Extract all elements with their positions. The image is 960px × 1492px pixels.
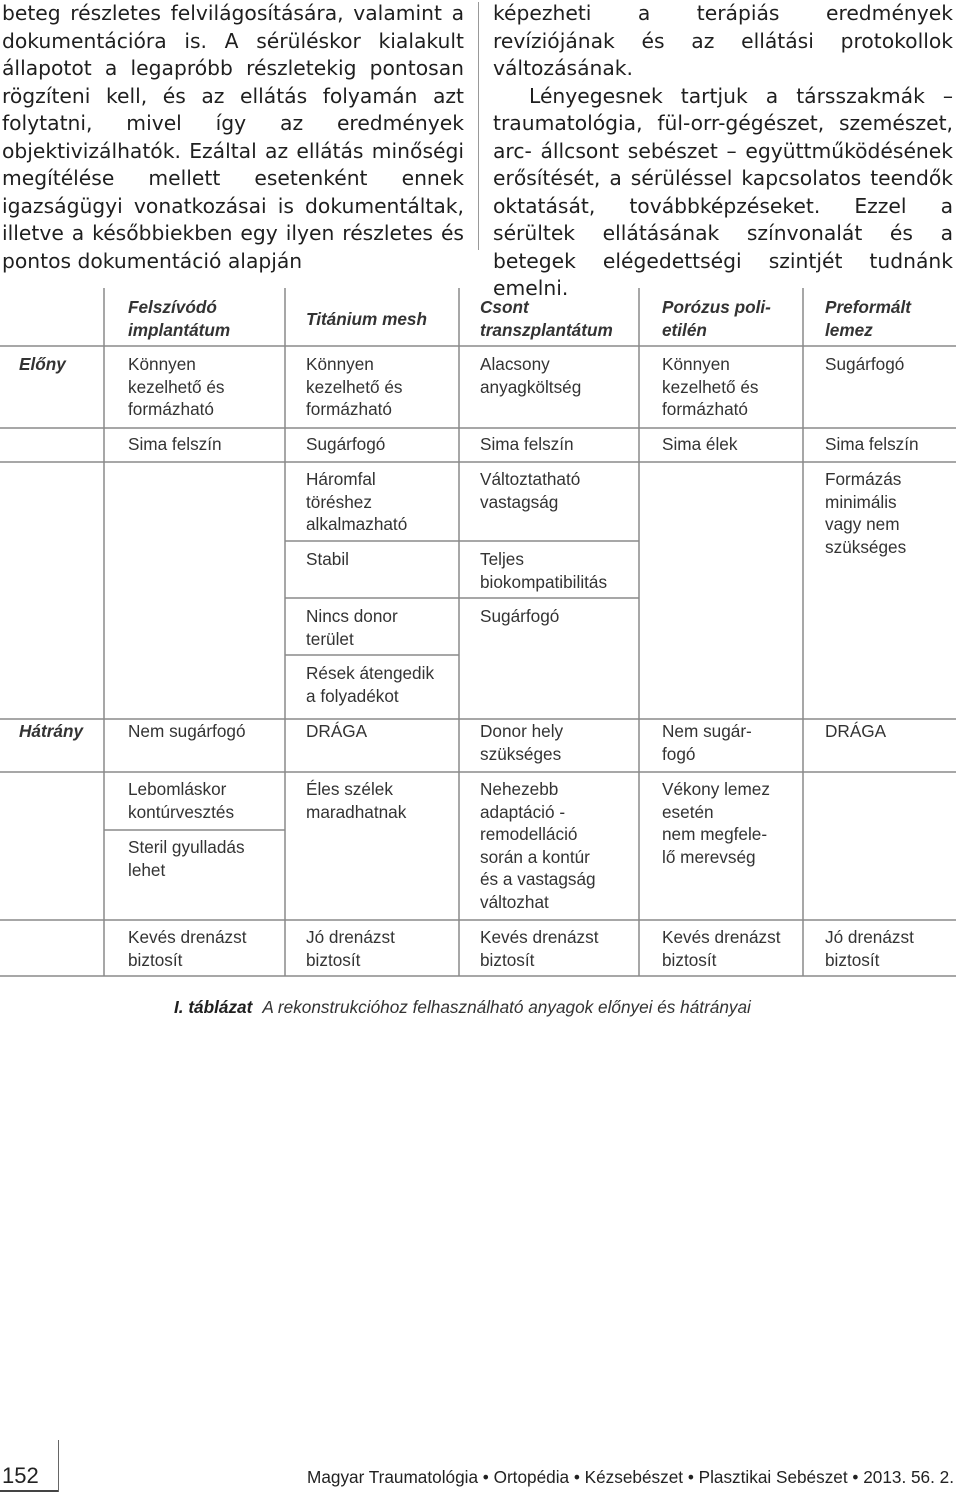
header-titanium-mesh: Titánium mesh [306,309,427,329]
table-cell: Sima felszín [825,434,919,454]
caption-text: A rekonstrukcióhoz felhasználható anyagok előnyei és hátrányai [262,997,751,1017]
page-number: 152 [2,1463,39,1488]
header-porous-polyethylene: Porózus poli- etilén [662,297,771,340]
column-divider [478,2,479,250]
row-label-advantage: Előny [19,354,66,374]
left-paragraph: beteg részletes felvilágosítására, valamint a dokumentációra is. A sérüléskor kialakult állapotot a legapróbb részletekig pontosan rögzíteni kell, és az ellátás folyamán azt folytatni, mivel így az eredmények objektivizálhatók. Ezáltal az ellátás minőségi megítélése mellett esetenként ennek igazságügyi vonatkozásai is dokumentáltak, illetve a későbbiekben egy ilyen részletes és pontos dokumentáció alapján [2,1,464,273]
table-cell: Sugárfogó [480,606,560,626]
table-cell: Nincs donor terület [306,606,398,649]
table-cell: Nehezebb adaptáció - remodelláció során a kontúr és a vastagság változhat [480,779,596,912]
caption-label: I. táblázat [174,997,253,1017]
table-cell: Stabil [306,549,349,569]
right-text-column [493,0,953,303]
table-cell: Nem sugár- fogó [662,721,752,764]
table-cell: Vékony lemez esetén nem megfele- lő merevség [662,779,770,867]
header-preformed-plate: Preformált lemez [825,297,911,340]
table-cell: Jó drenázst biztosít [306,927,395,970]
left-text-column [2,0,464,275]
table-cell: DRÁGA [825,721,887,741]
table-cell: Lebomláskor kontúrvesztés [128,779,235,822]
table-cell: Formázás minimális vagy nem szükséges [825,469,907,557]
table-cell: Rések átengedik a folyadékot [306,663,435,706]
table-cell: Könnyen kezelhető és formázható [128,354,225,420]
page-number-divider [58,1440,59,1492]
table-cell: Kevés drenázst biztosít [662,927,781,970]
table-caption [174,997,751,1018]
table-cell: Kevés drenázst biztosít [128,927,247,970]
table-cell: Sugárfogó [825,354,905,374]
table-cell: Sima felszín [128,434,222,454]
table-cell: Éles szélek maradhatnak [306,779,407,822]
table-cell: Sima felszín [480,434,574,454]
journal-footer: Magyar Traumatológia • Ortopédia • Kézsebészet • Plasztikai Sebészet • 2013. 56. 2. [307,1467,954,1487]
table-cell: Sugárfogó [306,434,386,454]
table-cell: Alacsony anyagköltség [480,354,582,397]
table-cell: Könnyen kezelhető és formázható [306,354,403,420]
table-cell: Teljes biokompatibilitás [480,549,608,592]
table-cell: Kevés drenázst biztosít [480,927,599,970]
table-cell: Változtatható vastagság [480,469,581,512]
table-cell: Donor hely szükséges [480,721,564,764]
table-cell: Sima élek [662,434,738,454]
header-absorbable-implant: Felszívódó implantátum [128,297,231,340]
header-bone-graft: Csont transzplantátum [480,297,613,340]
table-cell: DRÁGA [306,721,368,741]
table-cell: Steril gyulladás lehet [128,837,245,880]
table-cell: Jó drenázst biztosít [825,927,914,970]
right-paragraph-1: képezheti a terápiás eredmények revíziójának és az ellátási protokollok változásának. [493,1,953,80]
table-cell: Nem sugárfogó [128,721,246,741]
table-cell: Könnyen kezelhető és formázható [662,354,759,420]
table-cell: Háromfal töréshez alkalmazható [306,469,408,535]
row-label-disadvantage: Hátrány [19,721,83,741]
right-paragraph-2: Lényegesnek tartjuk a társszakmák – traumatológia, fül-orr-gégészet, szemészet, arc- állcsont sebészet – együttműködésének erősítését, a sérüléssel kapcsolatos teendők oktatását, továbbképzéseket. Ezzel a sérültek ellátásának színvonalát és a betegek elégedettségi szintjét tudnánk emelni. [493,83,953,300]
